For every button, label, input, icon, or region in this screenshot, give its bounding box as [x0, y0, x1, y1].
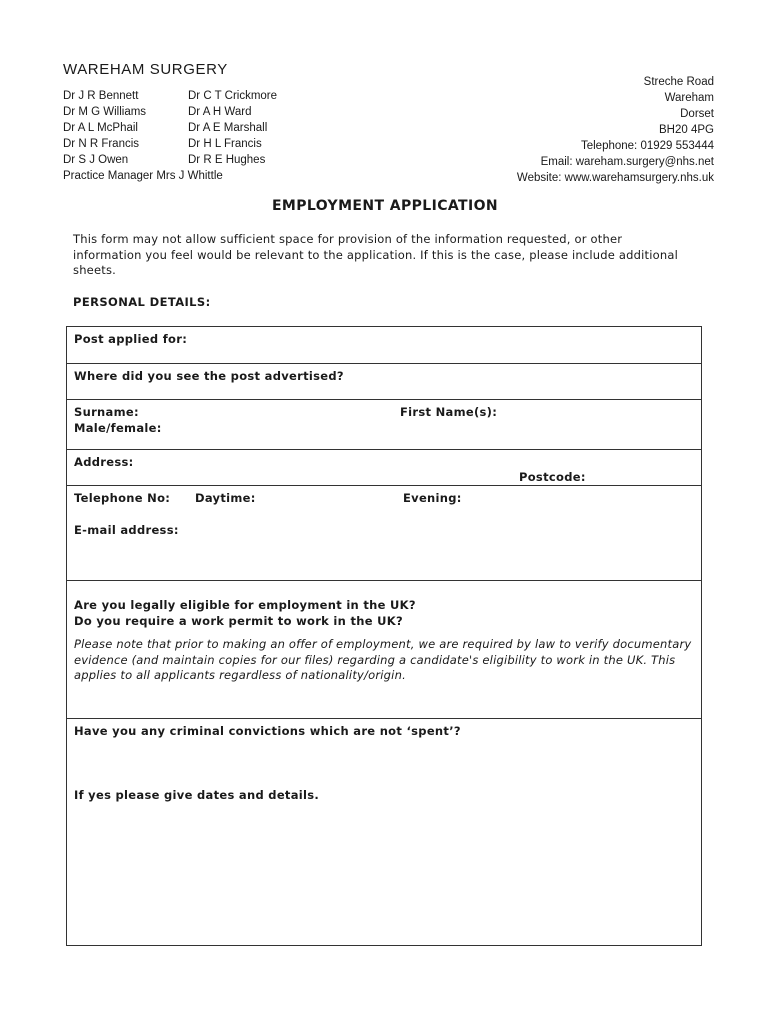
- practice-header: [63, 61, 318, 184]
- form-title: EMPLOYMENT APPLICATION: [271, 198, 499, 214]
- address-label: Address:: [74, 455, 134, 469]
- address-line: Streche Road: [643, 76, 714, 88]
- doctor-name: Dr N R Francis: [63, 138, 140, 150]
- address-postcode: BH20 4PG: [659, 124, 714, 136]
- postcode-label: Postcode:: [519, 470, 586, 484]
- advertised-label: Where did you see the post advertised?: [74, 369, 344, 383]
- address-line: Dorset: [680, 108, 714, 120]
- personal-details-table: [66, 326, 702, 946]
- doctor-name: Dr A H Ward: [188, 106, 252, 118]
- surname-label: Surname:: [74, 405, 139, 419]
- gender-label: Male/female:: [74, 421, 162, 435]
- doctor-name: Dr S J Owen: [63, 154, 129, 166]
- convictions-details-label: If yes please give dates and details.: [74, 788, 320, 802]
- practice-manager: Practice Manager Mrs J Whittle: [63, 170, 223, 182]
- daytime-label: Daytime:: [195, 491, 256, 505]
- doctor-name: Dr A L McPhail: [63, 122, 138, 134]
- doctor-name: Dr C T Crickmore: [188, 90, 278, 102]
- first-name-label: First Name(s):: [400, 405, 498, 419]
- doctor-name: Dr H L Francis: [188, 138, 262, 150]
- form-intro: This form may not allow sufficient space for provision of the information requested, or other information you feel would be relevant to the application. If this is the case, please include additional sheets.: [73, 232, 679, 277]
- doctor-name: Dr J R Bennett: [63, 90, 139, 102]
- doctor-name: Dr M G Williams: [63, 106, 147, 118]
- post-applied-row[interactable]: [67, 327, 701, 364]
- doctor-list: [63, 89, 318, 168]
- eligible-label: Are you legally eligible for employment in the UK?: [74, 598, 416, 612]
- doctor-name: Dr A E Marshall: [188, 122, 268, 134]
- convictions-row[interactable]: [67, 719, 701, 945]
- practice-name: WAREHAM SURGERY: [63, 61, 228, 78]
- eligibility-row[interactable]: [67, 581, 701, 719]
- evening-label: Evening:: [403, 491, 462, 505]
- post-applied-label: Post applied for:: [74, 332, 188, 346]
- work-permit-label: Do you require a work permit to work in the UK?: [74, 614, 403, 628]
- address-row[interactable]: [67, 450, 701, 486]
- email-label: E-mail address:: [74, 523, 179, 537]
- practice-address: [517, 74, 714, 186]
- telephone-label: Telephone No:: [74, 491, 171, 505]
- contact-row[interactable]: [67, 486, 701, 581]
- practice-website: Website: www.warehamsurgery.nhs.uk: [516, 172, 714, 184]
- eligibility-note: Please note that prior to making an offer of employment, we are required by law to verify documentary evidence (and maintain copies for our files) regarding a candidate's eligibility to work in the UK. This applies to all applicants regardless of nationality/origin.: [74, 637, 692, 682]
- practice-email: Email: wareham.surgery@nhs.net: [540, 156, 714, 168]
- advertised-row[interactable]: [67, 364, 701, 400]
- name-row[interactable]: [67, 400, 701, 450]
- convictions-label: Have you any criminal convictions which are not ‘spent’?: [74, 724, 461, 738]
- practice-telephone: Telephone: 01929 553444: [580, 140, 714, 152]
- address-line: Wareham: [664, 92, 714, 104]
- doctor-name: Dr R E Hughes: [188, 154, 266, 166]
- section-heading-personal-details: PERSONAL DETAILS:: [73, 295, 211, 309]
